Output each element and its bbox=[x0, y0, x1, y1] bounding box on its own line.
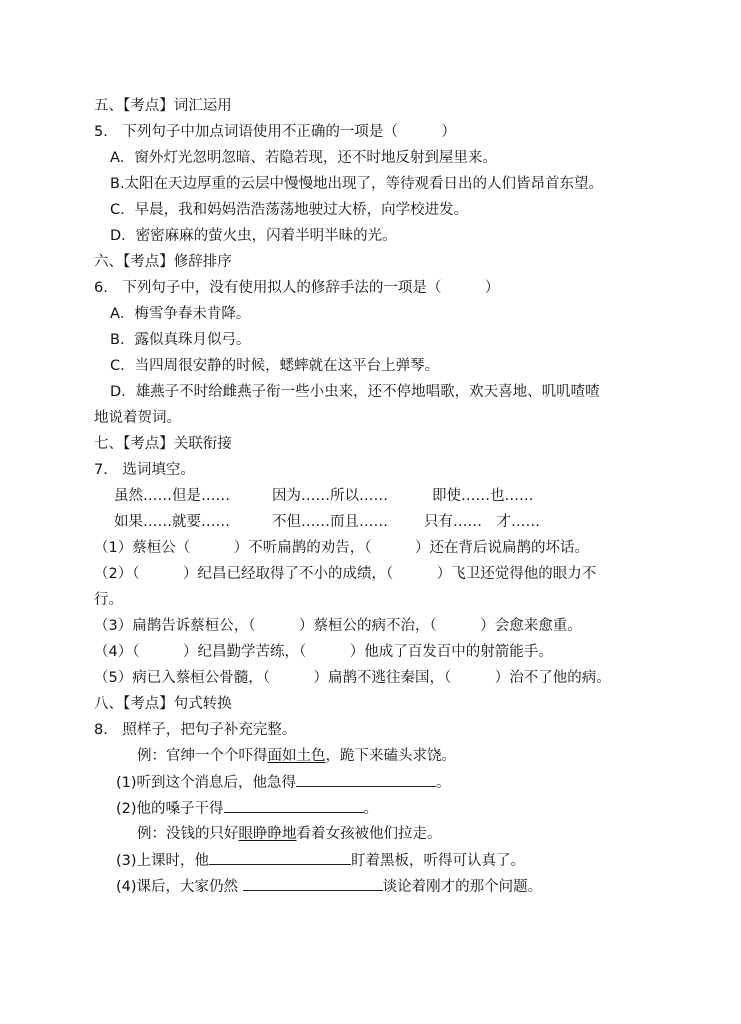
q6-option-c: C．当四周很安静的时候，蟋蟀就在这平台上弹琴。 bbox=[110, 358, 440, 374]
conjunction-pair: 如果……就要…… bbox=[114, 514, 230, 530]
example-1-prefix: 例：官绅一个个吓得 bbox=[137, 748, 268, 764]
section-6-heading: 六、【考点】修辞排序 bbox=[94, 254, 232, 270]
q8-item-2-suffix: 。 bbox=[363, 801, 379, 817]
q6-option-a: A．梅雪争春未肯降。 bbox=[110, 306, 251, 322]
q8-item-4 bbox=[116, 876, 542, 897]
q7-item-5: （5）病已入蔡桓公骨髓，（ ）扁鹊不逃往秦国，（ ）治不了他的病。 bbox=[94, 670, 611, 686]
q6-option-d: D．雄燕子不时给雌燕子衔一些小虫来，还不停地唱歌，欢天喜地、叽叽喳喳 bbox=[110, 384, 600, 400]
answer-blank-3[interactable] bbox=[209, 850, 351, 865]
question-7: 7. 选词填空。 bbox=[94, 462, 195, 478]
section-5-heading: 五、【考点】词汇运用 bbox=[94, 98, 232, 114]
q5-option-d: D．密密麻麻的萤火虫，闪着半明半昧的光。 bbox=[110, 228, 397, 244]
question-8: 8. 照样子，把句子补充完整。 bbox=[94, 722, 297, 738]
q7-item-1: （1）蔡桓公（ ）不听扁鹊的劝告，（ ）还在背后说扁鹊的坏话。 bbox=[94, 540, 589, 556]
example-2-prefix: 例：没钱的只好 bbox=[137, 826, 239, 842]
conjunction-pair: 只有…… 才…… bbox=[424, 514, 540, 530]
section-7-heading: 七、【考点】关联衔接 bbox=[94, 436, 232, 452]
example-1 bbox=[137, 746, 456, 766]
conjunction-pair: 即使……也…… bbox=[432, 488, 534, 504]
answer-blank-4[interactable] bbox=[243, 876, 383, 891]
q8-item-3-prefix: (3)上课时，他 bbox=[116, 853, 210, 869]
q5-option-b: B.太阳在天边厚重的云层中慢慢地出现了，等待观看日出的人们皆昂首东望。 bbox=[110, 176, 604, 192]
answer-blank-1[interactable] bbox=[296, 772, 436, 787]
q8-item-1-prefix: (1)听到这个消息后，他急得 bbox=[116, 775, 297, 791]
example-1-suffix: ，跪下来磕头求饶。 bbox=[325, 748, 456, 764]
section-8-heading: 八、【考点】句式转换 bbox=[94, 696, 232, 712]
q8-item-3-suffix: 盯着黑板，听得可认真了。 bbox=[351, 853, 526, 869]
example-2-underlined: 眼睁睁地 bbox=[238, 826, 297, 842]
question-5: 5. 下列句子中加点词语使用不正确的一项是（ ） bbox=[94, 124, 456, 140]
q8-item-2 bbox=[116, 798, 378, 819]
example-2 bbox=[137, 824, 442, 844]
q8-item-4-prefix: (4)课后，大家仍然 bbox=[116, 879, 243, 895]
q6-option-b: B．露似真珠月似弓。 bbox=[110, 332, 251, 348]
q8-item-2-prefix: (2)他的嗓子干得 bbox=[116, 801, 224, 817]
example-1-underlined: 面如土色 bbox=[267, 748, 326, 764]
example-2-suffix: 看着女孩被他们拉走。 bbox=[296, 826, 442, 842]
conjunction-pair: 因为……所以…… bbox=[272, 488, 388, 504]
conjunction-pair: 不但……而且…… bbox=[272, 514, 388, 530]
answer-blank-2[interactable] bbox=[224, 798, 364, 813]
q7-item-4: （4）（ ）纪昌勤学苦练，（ ）他成了百发百中的射箭能手。 bbox=[94, 644, 553, 660]
q6-option-d-continued: 地说着贺词。 bbox=[94, 410, 181, 426]
q7-item-2: （2）（ ）纪昌已经取得了不小的成绩，（ ）飞卫还觉得他的眼力不 bbox=[94, 566, 597, 582]
q8-item-1-suffix: 。 bbox=[436, 775, 451, 791]
q5-option-a: A．窗外灯光忽明忽暗、若隐若现，还不时地反射到屋里来。 bbox=[110, 150, 497, 166]
q8-item-1 bbox=[116, 772, 451, 793]
q8-item-3 bbox=[116, 850, 525, 871]
q7-item-3: （3）扁鹊告诉蔡桓公，（ ）蔡桓公的病不治，（ ）会愈来愈重。 bbox=[94, 618, 582, 634]
q8-item-4-suffix: 谈论着刚才的那个问题。 bbox=[382, 879, 543, 895]
q5-option-c: C．早晨，我和妈妈浩浩荡荡地驶过大桥，向学校进发。 bbox=[110, 202, 469, 218]
question-6: 6. 下列句子中，没有使用拟人的修辞手法的一项是（ ） bbox=[94, 280, 500, 296]
conjunction-pair: 虽然……但是…… bbox=[114, 488, 230, 504]
q7-item-2-continued: 行。 bbox=[94, 592, 123, 608]
